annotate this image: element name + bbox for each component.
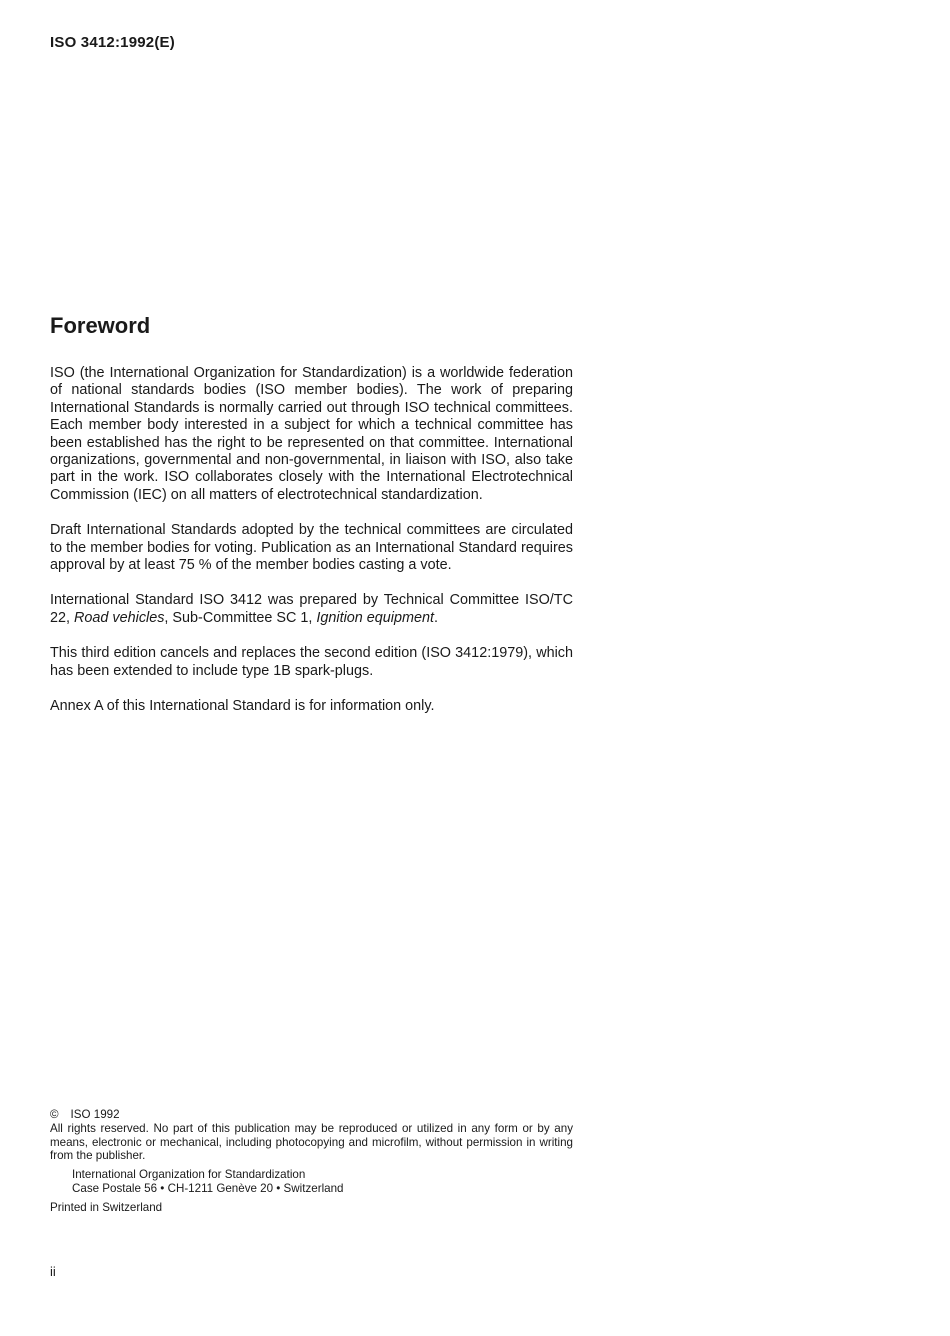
page-number: ii [50,1264,56,1279]
copyright-line [50,1108,573,1122]
foreword-body [50,365,573,716]
printed-location: Printed in Switzerland [50,1200,163,1214]
foreword-paragraph-5: Annex A of this International Standard is for information only. [50,698,435,715]
foreword-paragraph-1: ISO (the International Organization for Standardization) is a worldwide federation of national standards bodies (ISO member bodies). The work of preparing International Standards is normally carried out through ISO technical committees. Each member body interested in a subject for which a technical committee has been established has the right to be represented on that committee. International organizations, governmental and non-governmental, in liaison with ISO, also take part in the work. ISO collaborates closely with the International Electrotechnical Commission (IEC) on all matters of electrotechnical standardization. [50,365,573,503]
copyright-symbol: © [50,1108,59,1121]
p3-text-2: , Sub-Committee SC 1, [164,609,317,626]
subcommittee-name: Ignition equipment [316,609,434,626]
copyright-block [50,1108,573,1215]
foreword-paragraph-2: Draft International Standards adopted by the technical committees are circulated to the member bodies for voting. Publication as an International Standard requires approval by at least 75 % of the member bodies casting a vote. [50,522,573,574]
publisher-org: International Organization for Standardization [72,1168,306,1182]
p3-text-1: International Standard ISO 3412 was prepared by Technical Committee ISO/TC 22, [50,592,573,626]
p3-text-3: . [433,609,438,626]
foreword-paragraph-4: This third edition cancels and replaces the second edition (ISO 3412:1979), which has been extended to include type 1B spark-plugs. [50,645,573,679]
standard-reference: ISO 3412:1992(E) [50,34,175,51]
foreword-title: Foreword [50,313,151,338]
foreword-paragraph-3 [50,592,573,627]
publisher-address: Case Postale 56 • CH-1211 Genève 20 • Switzerland [72,1181,344,1195]
committee-name: Road vehicles [74,609,165,626]
rights-statement: All rights reserved. No part of this publication may be reproduced or utilized in any form or by any means, electronic or mechanical, including photocopying and microfilm, without permission in writing from the publisher. [50,1121,573,1163]
copyright-year: ISO 1992 [70,1108,120,1121]
